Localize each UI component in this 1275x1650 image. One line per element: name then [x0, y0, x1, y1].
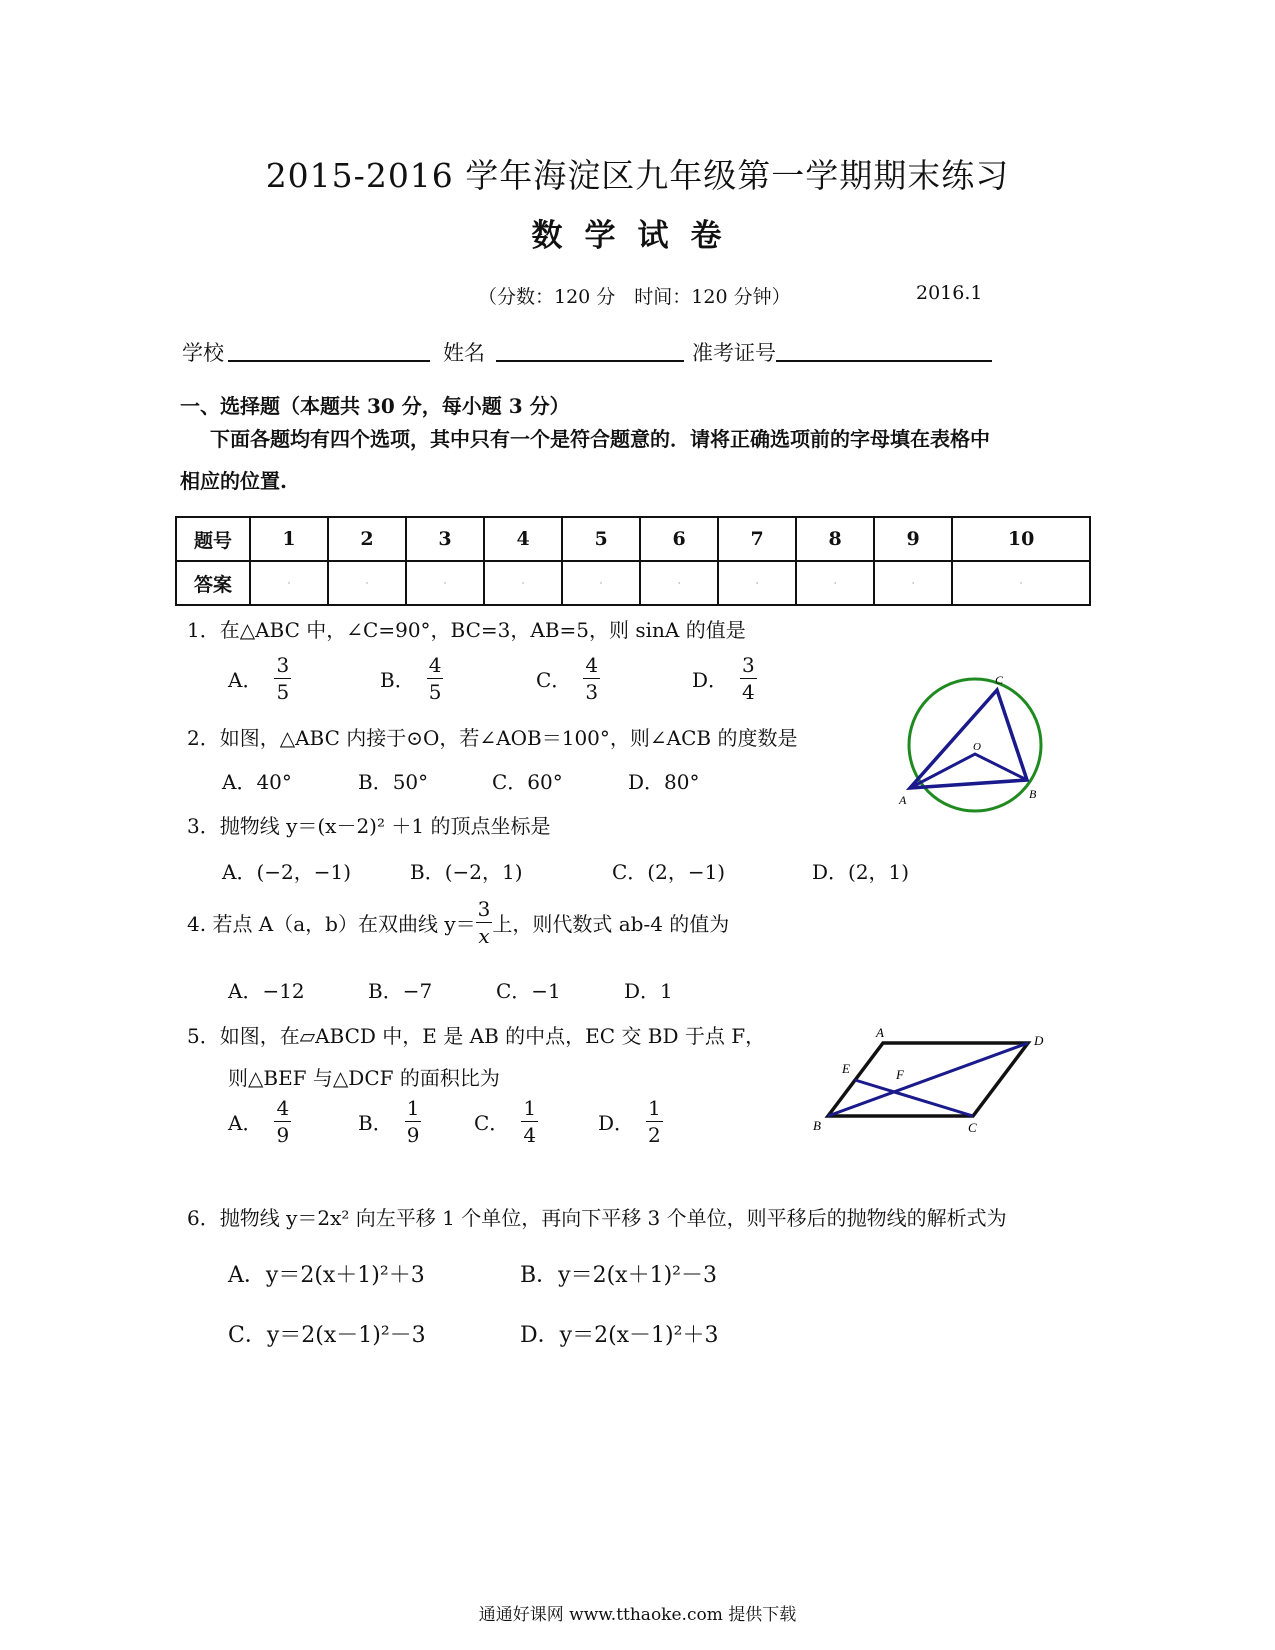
- question-5-option-a: A． $\frac{4}{9}$: [228, 1096, 290, 1147]
- question-4-stem-post: 上，则代数式 ab-4 的值为: [492, 912, 730, 936]
- name-blank[interactable]: [496, 360, 684, 362]
- question-1-option-d: D． $\frac{3}{4}$: [692, 653, 755, 704]
- question-4-option-a: A．−12: [228, 979, 305, 1003]
- fraction-numerator: 3: [742, 653, 755, 677]
- fraction-numerator: 4: [276, 1096, 290, 1120]
- table-row: [176, 517, 1090, 561]
- school-label: 学校: [182, 341, 224, 365]
- label-b: B: [1029, 787, 1037, 801]
- question-6-option-a: A．y＝2(x＋1)²＋3: [228, 1263, 425, 1288]
- answer-cell[interactable]: ·: [562, 561, 640, 605]
- label-c: C: [995, 673, 1004, 687]
- question-2-option-d: D．80°: [628, 770, 700, 794]
- question-1-option-b: B． $\frac{4}{5}$: [380, 653, 442, 704]
- question-5-stem-line-2: 则△BEF 与△DCF 的面积比为: [228, 1066, 500, 1090]
- table-cell: 1: [250, 517, 328, 561]
- table-cell: 2: [328, 517, 406, 561]
- instruction-line-1: 下面各题均有四个选项，其中只有一个是符合题意的．请将正确选项前的字母填在表格中: [210, 427, 990, 451]
- question-2-option-b: B．50°: [358, 770, 429, 794]
- fraction-numerator: 1: [648, 1096, 661, 1120]
- table-cell: 10: [952, 517, 1090, 561]
- question-1-stem: 1．在△ABC 中，∠C=90°，BC=3，AB=5，则 sinA 的值是: [187, 618, 746, 642]
- parallelogram-figure: [808, 1025, 1058, 1135]
- fraction-numerator: 1: [406, 1096, 420, 1120]
- question-3-option-c: C．(2，−1): [612, 860, 726, 884]
- question-4-option-b: B．−7: [368, 979, 433, 1003]
- fraction-denominator: 9: [406, 1123, 420, 1147]
- name-label: 姓名: [443, 341, 485, 365]
- question-5-option-d: D． $\frac{1}{2}$: [598, 1096, 661, 1147]
- label-e: E: [842, 1061, 850, 1076]
- fraction-numerator: 3: [477, 897, 491, 921]
- page-footer: 通通好课网 www.tthaoke.com 提供下载: [478, 1605, 797, 1625]
- answer-cell[interactable]: ·: [952, 561, 1090, 605]
- label-a: A: [876, 1025, 884, 1040]
- fraction-numerator: 1: [523, 1096, 537, 1120]
- question-3-stem: 3．抛物线 y＝(x－2)² ＋1 的顶点坐标是: [187, 814, 551, 838]
- fraction-denominator: 4: [523, 1123, 537, 1147]
- table-cell: 7: [718, 517, 796, 561]
- score-time-info: （分数：120 分 时间：120 分钟）: [478, 286, 791, 308]
- table-row: [176, 561, 1090, 605]
- question-2-option-a: A．40°: [222, 770, 292, 794]
- question-2-option-c: C．60°: [492, 770, 563, 794]
- question-6-stem: 6．抛物线 y＝2x² 向左平移 1 个单位，再向下平移 3 个单位，则平移后的抛物线的解析式为: [187, 1206, 1007, 1230]
- fraction-denominator: 9: [276, 1123, 290, 1147]
- question-4-stem-pre: 4. 若点 A（a，b）在双曲线 y＝: [187, 912, 476, 936]
- table-cell: 9: [874, 517, 952, 561]
- question-3-option-a: A．(−2，−1): [222, 860, 352, 884]
- fraction-denominator: 2: [648, 1123, 661, 1147]
- label-a: A: [899, 793, 907, 807]
- question-3-option-d: D．(2，1): [812, 860, 910, 884]
- question-3-option-b: B．(−2，1): [410, 860, 523, 884]
- circle-triangle-figure: [895, 670, 1055, 820]
- question-1-option-a: A． $\frac{3}{5}$: [228, 653, 290, 704]
- question-5-stem-line-1: 5．如图，在▱ABCD 中，E 是 AB 的中点，EC 交 BD 于点 F，: [187, 1024, 766, 1048]
- answer-cell[interactable]: ·: [250, 561, 328, 605]
- table-cell: 3: [406, 517, 484, 561]
- answer-cell[interactable]: ·: [328, 561, 406, 605]
- label-d: D: [1034, 1033, 1044, 1048]
- fraction-denominator: x: [478, 924, 490, 948]
- answer-cell[interactable]: ·: [796, 561, 874, 605]
- fraction-denominator: 5: [428, 680, 442, 704]
- section-heading: 一、选择题（本题共 30 分，每小题 3 分）: [180, 394, 570, 418]
- label-o: O: [973, 741, 981, 753]
- table-cell: 6: [640, 517, 718, 561]
- question-4-stem: [187, 896, 729, 949]
- school-blank[interactable]: [228, 360, 430, 362]
- label-f: F: [896, 1067, 904, 1082]
- fraction-numerator: 4: [585, 653, 599, 677]
- answer-cell[interactable]: ·: [874, 561, 952, 605]
- instruction-line-2: 相应的位置.: [180, 469, 287, 493]
- table-header-label: 题号: [176, 517, 250, 561]
- answer-cell[interactable]: ·: [640, 561, 718, 605]
- triangle-abc: [910, 690, 1027, 788]
- answer-cell[interactable]: ·: [718, 561, 796, 605]
- question-6-option-d: D．y＝2(x－1)²＋3: [520, 1323, 719, 1348]
- exam-id-label: 准考证号: [692, 341, 776, 365]
- question-4-option-d: D．1: [624, 979, 673, 1003]
- fraction-numerator: 3: [276, 653, 290, 677]
- fraction-denominator: 3: [585, 680, 599, 704]
- question-5-option-c: C． $\frac{1}{4}$: [474, 1096, 537, 1147]
- label-b: B: [813, 1118, 821, 1133]
- question-2-stem: 2．如图，△ABC 内接于⊙O，若∠AOB＝100°，则∠ACB 的度数是: [187, 726, 798, 750]
- answer-table: [175, 516, 1091, 606]
- label-c: C: [968, 1120, 977, 1135]
- table-answer-label: 答案: [176, 561, 250, 605]
- question-4-option-c: C．−1: [496, 979, 561, 1003]
- answer-cell[interactable]: ·: [406, 561, 484, 605]
- table-cell: 5: [562, 517, 640, 561]
- fraction-denominator: 5: [276, 680, 290, 704]
- exam-date: 2016.1: [916, 282, 983, 304]
- question-6-option-c: C．y＝2(x－1)²－3: [228, 1323, 426, 1348]
- question-6-option-b: B．y＝2(x＋1)²－3: [520, 1263, 717, 1288]
- exam-title: 2015-2016 学年海淀区九年级第一学期期末练习: [265, 156, 1010, 195]
- fraction-numerator: 4: [428, 653, 442, 677]
- question-5-option-b: B． $\frac{1}{9}$: [358, 1096, 420, 1147]
- question-1-option-c: C． $\frac{4}{3}$: [536, 653, 599, 704]
- exam-id-blank[interactable]: [776, 360, 992, 362]
- fraction-denominator: 4: [742, 680, 755, 704]
- table-cell: 8: [796, 517, 874, 561]
- exam-subtitle: 数学试卷: [531, 218, 744, 254]
- answer-cell[interactable]: ·: [484, 561, 562, 605]
- table-cell: 4: [484, 517, 562, 561]
